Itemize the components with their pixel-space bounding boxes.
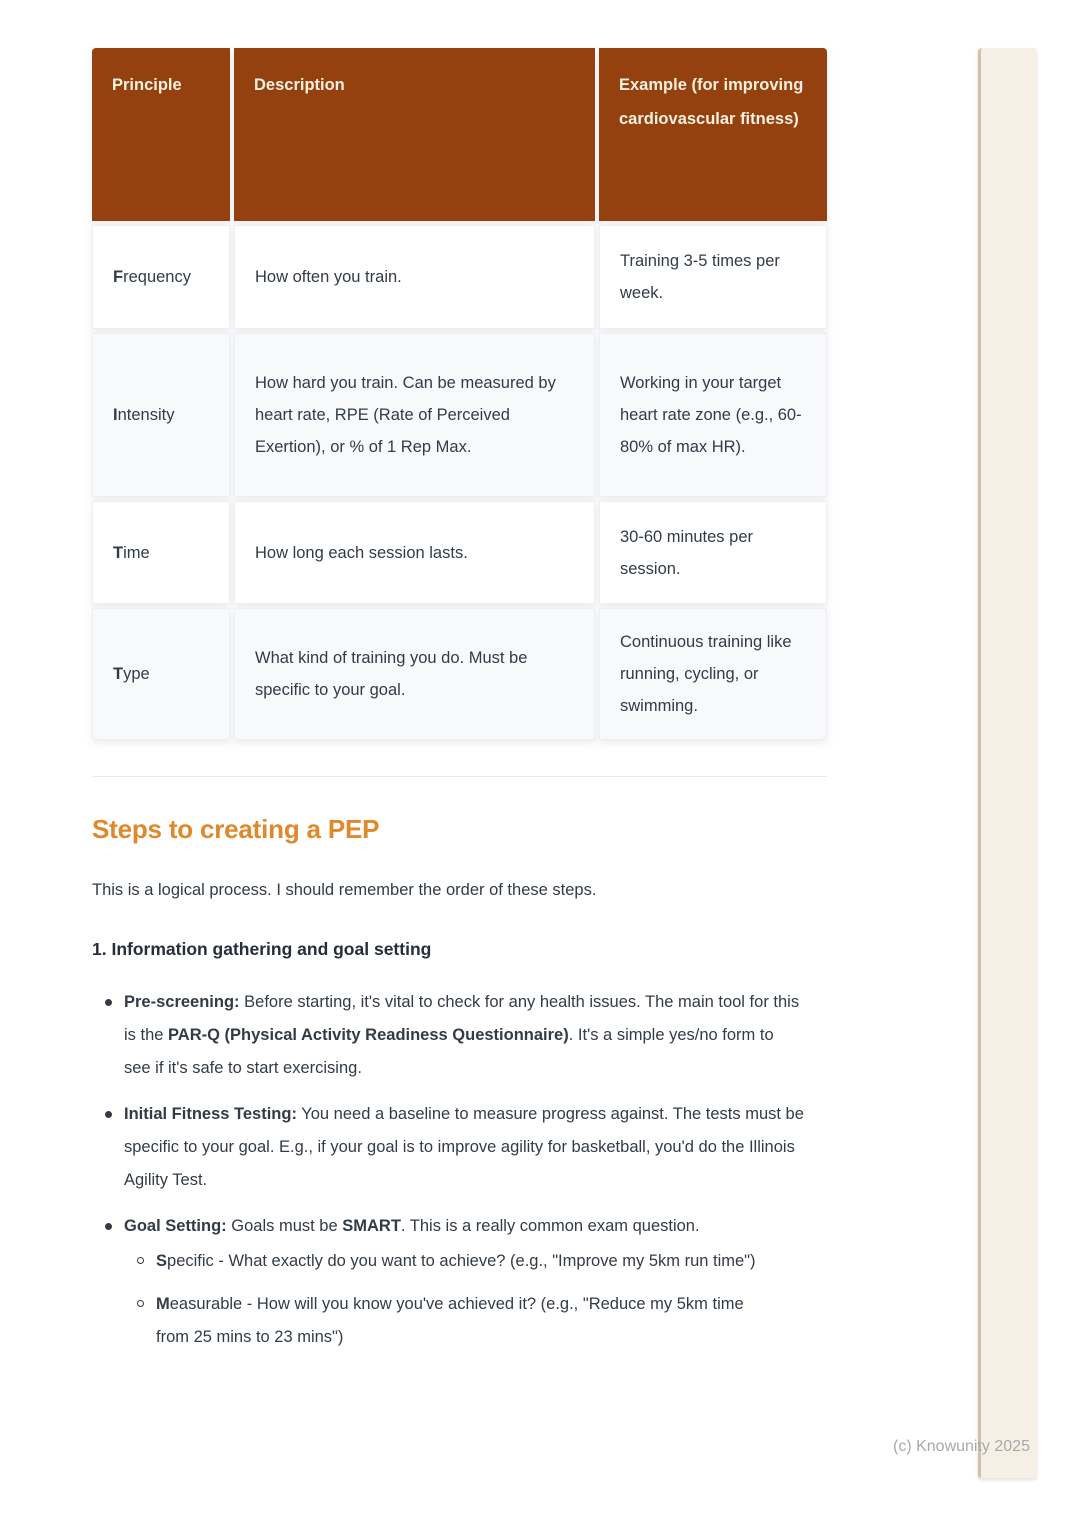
example-cell-intensity (599, 333, 827, 497)
example-text: Continuous training like running, cycling, or swimming. (620, 633, 792, 715)
sub-bullet-icon (137, 1257, 144, 1264)
fitt-table (92, 48, 827, 740)
sub-list-item-text: Specific - What exactly do you want to achieve? (e.g., "Improve my 5km run time") (156, 1252, 756, 1270)
list-item-goal-setting (92, 1210, 827, 1364)
sub-list-item-measurable (124, 1288, 764, 1354)
table-header-principle: Principle (92, 48, 230, 221)
watermark: (c) Knowunity 2025 (893, 1438, 1030, 1455)
principle-initial: F (113, 268, 124, 286)
intro-paragraph: This is a logical process. I should remember the order of these steps. (92, 881, 597, 899)
principle-initial: I (113, 406, 118, 424)
list-item-text: Goal Setting: Goals must be SMART. This is a really common exam question. Specific - What exactly do you want to achieve? (e.g., "Improve my 5km run time") Measurable - How will you know you've achieved it? (e.g., "Reduce my 5km time from 25 mins to 23 mins") (124, 1210, 764, 1364)
principle-initial: T (113, 665, 124, 683)
list-item-fitness-testing (92, 1098, 827, 1197)
principle-rest: requency (123, 268, 191, 286)
description-cell-frequency (234, 225, 595, 329)
list-item-text: Initial Fitness Testing: You need a baseline to measure progress against. The tests must be specific to your goal. E.g., if your goal is to improve agility for basketball, you'd do the Illinois Agility Test. (124, 1105, 804, 1189)
example-cell-type (599, 608, 827, 740)
sub-bullet-list (124, 1245, 764, 1354)
document-page (92, 48, 827, 1377)
description-text: How hard you train. Can be measured by heart rate, RPE (Rate of Perceived Exertion), or % of 1 Rep Max. (255, 374, 556, 456)
principle-rest: ntensity (117, 406, 175, 424)
list-item-pre-screening (92, 986, 827, 1085)
principle-initial: T (113, 543, 124, 562)
principle-cell-time (92, 501, 230, 604)
principle-cell-intensity (92, 333, 230, 497)
sub-list-item-specific (124, 1245, 764, 1278)
description-cell-intensity (234, 333, 595, 497)
bullet-icon (105, 1111, 112, 1118)
sub-list-item-text: Measurable - How will you know you've achieved it? (e.g., "Reduce my 5km time from 25 mins to 23 mins") (156, 1295, 744, 1346)
example-text: Working in your target heart rate zone (e.g., 60-80% of max HR). (620, 374, 802, 456)
bullet-icon (105, 1223, 112, 1230)
description-text: How long each session lasts. (255, 543, 468, 562)
principle-cell-type (92, 608, 230, 740)
example-text: 30-60 minutes per session. (620, 527, 753, 578)
description-cell-type (234, 608, 595, 740)
section-divider (92, 776, 827, 777)
side-stripe (978, 48, 1037, 1478)
principle-cell-frequency (92, 225, 230, 329)
principle-rest: ype (123, 665, 150, 683)
example-text: Training 3-5 times per week. (620, 252, 780, 302)
list-item-text: Pre-screening: Before starting, it's vital to check for any health issues. The main tool for this is the PAR-Q (Physical Activity Readiness Questionnaire). It's a simple yes/no form to see if it's safe to start exercising. (124, 993, 800, 1077)
principle-rest: ime (123, 543, 150, 562)
sub-bullet-icon (137, 1300, 144, 1307)
bullet-icon (105, 999, 112, 1006)
table-header-example: Example (for improving cardiovascular fitness) (599, 48, 827, 221)
description-text: What kind of training you do. Must be specific to your goal. (255, 649, 528, 699)
bullet-list (92, 986, 827, 1364)
step-subheading: 1. Information gathering and goal setting (92, 939, 432, 959)
example-cell-frequency (599, 225, 827, 329)
section-heading: Steps to creating a PEP (92, 814, 380, 844)
example-cell-time (599, 501, 827, 604)
table-header-description: Description (234, 48, 595, 221)
description-text: How often you train. (255, 268, 402, 286)
description-cell-time (234, 501, 595, 604)
